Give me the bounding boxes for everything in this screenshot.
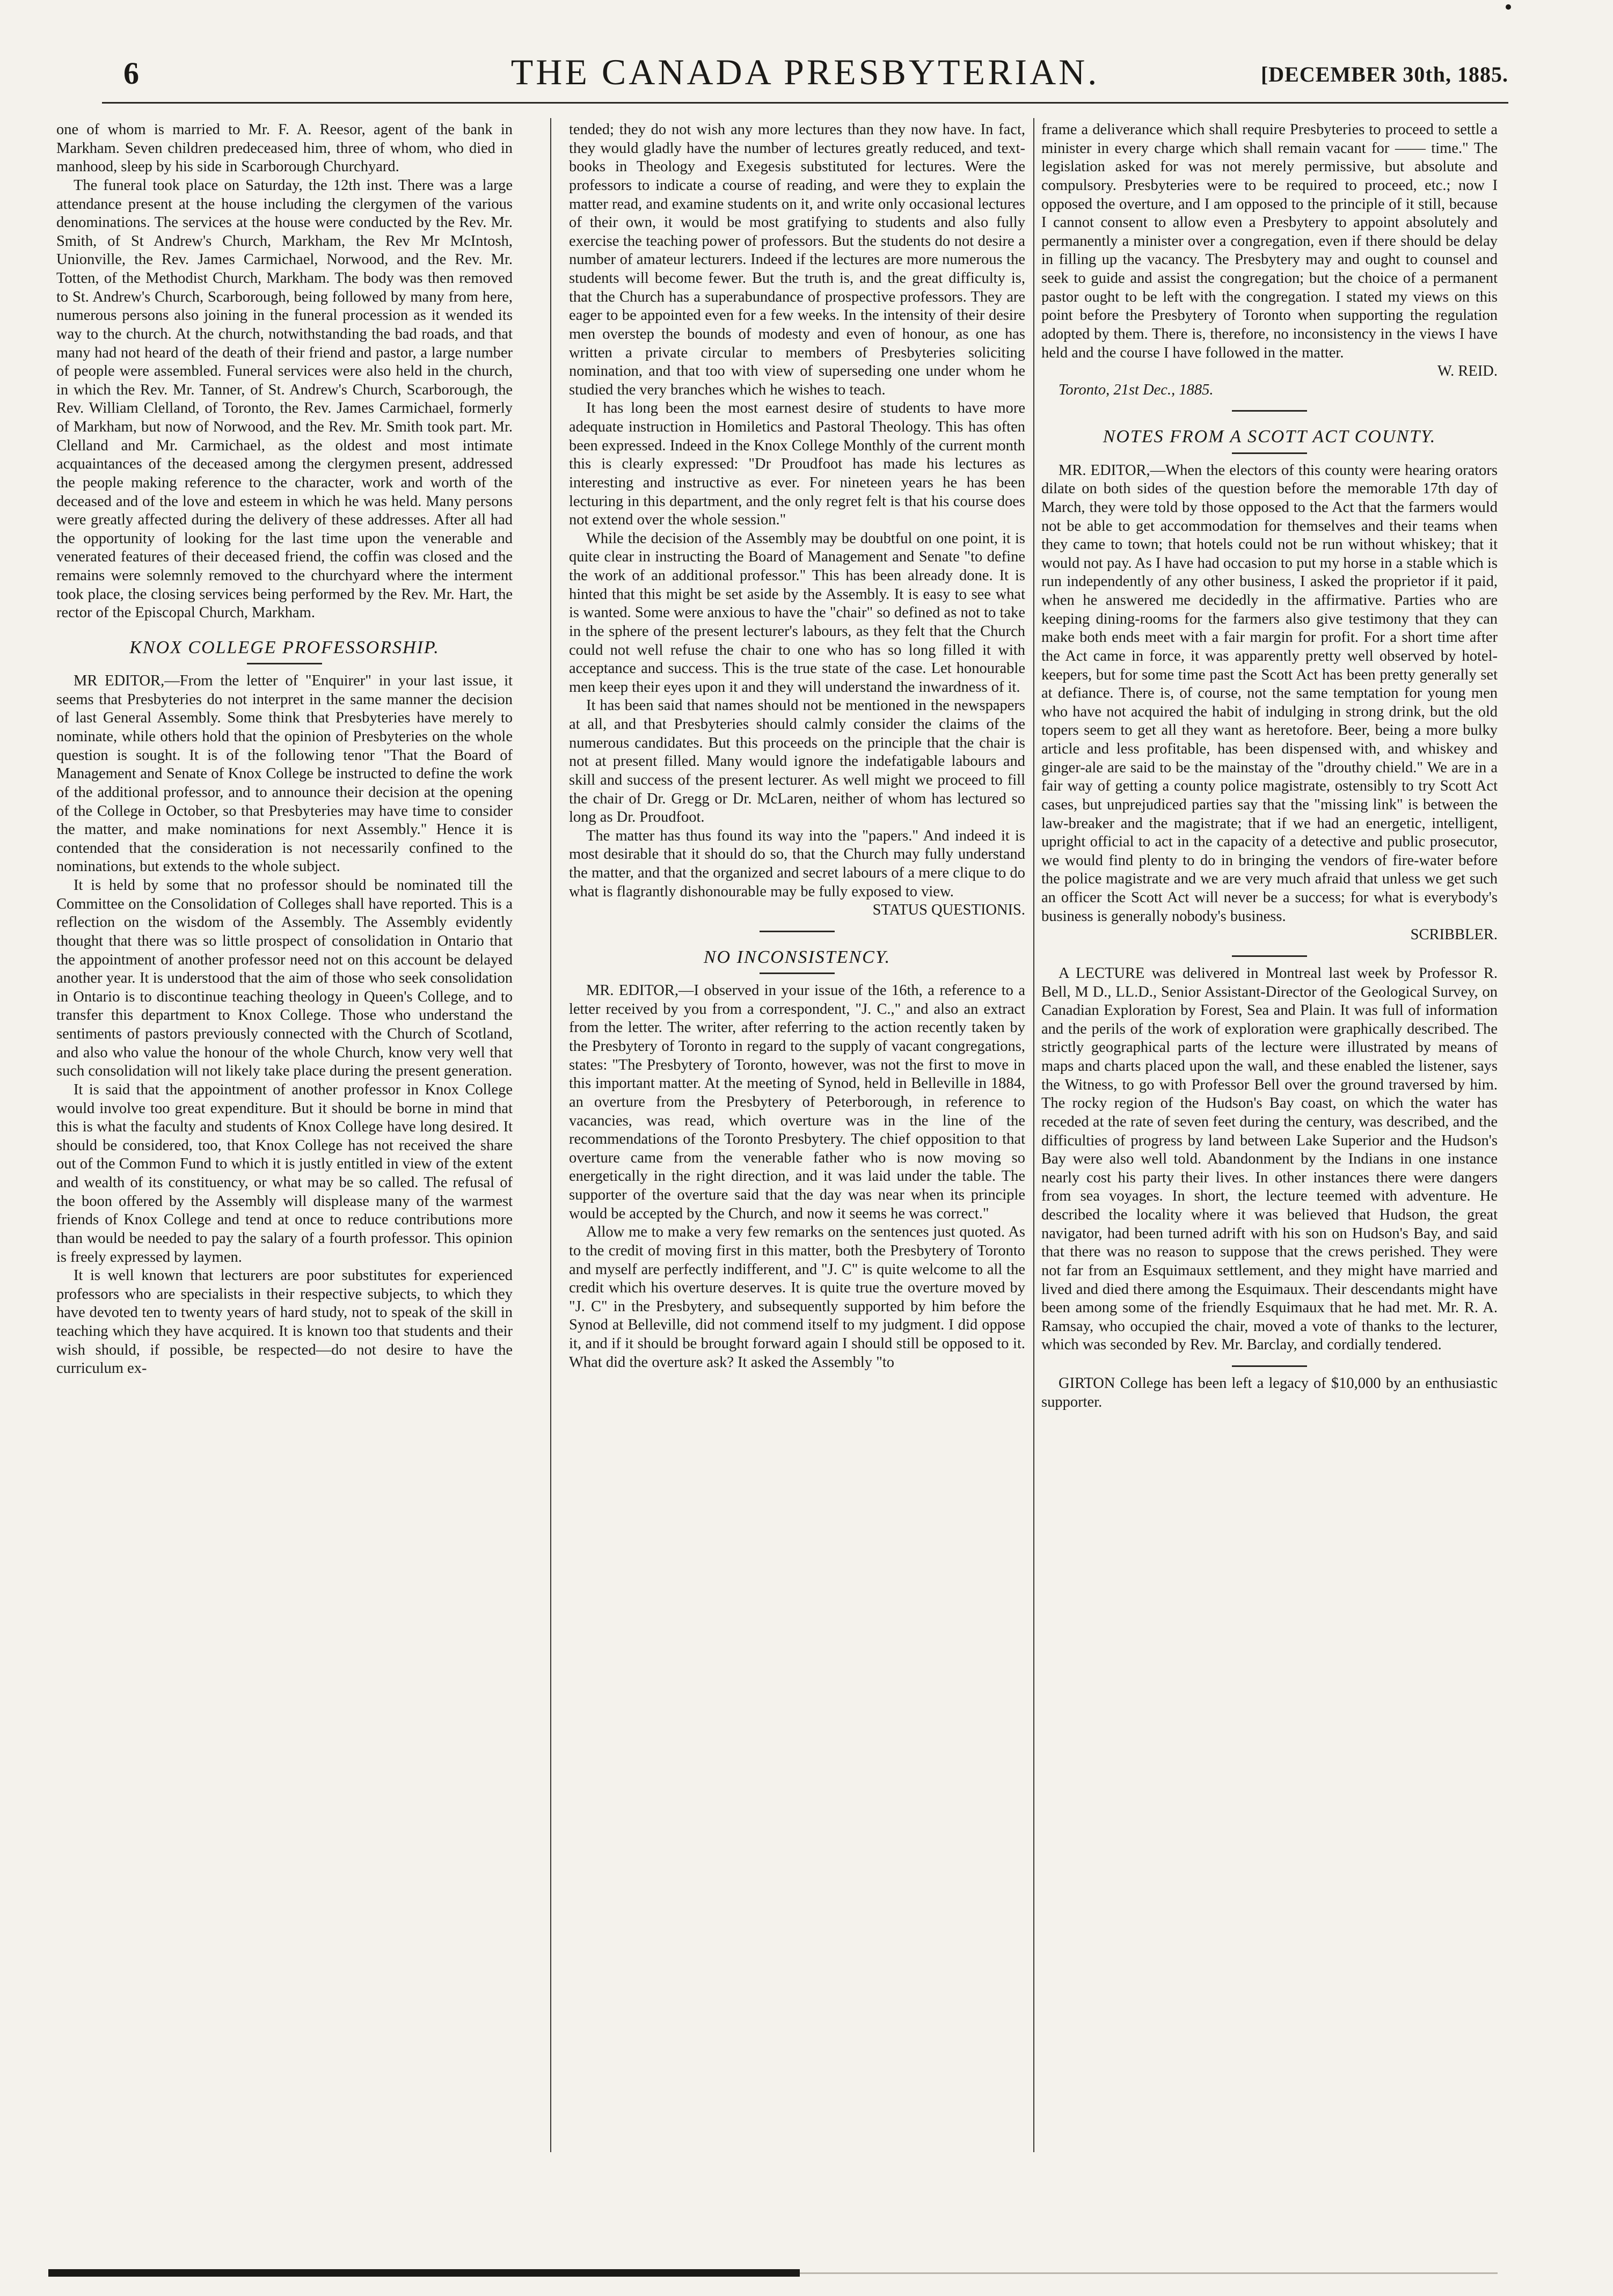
column-divider-2 [1033, 118, 1034, 2152]
inconsistency-paragraph-1: MR. EDITOR,—I observed in your issue of the 16th, a reference to a letter received by you from a correspondent, "J. C.," and also an extract from the letter. The writer, after referring to the action recently taken by the Presbytery of Toronto in regard to the supply of vacant congregations, states: "The Presbytery of Toronto, however, was not the first to move in this important matter. At the meeting of Synod, held in Belleville in 1884, an overture from the Presbytery of Peterborough, in reference to vacancies, was read, which overture was in the line of the recommendations of the Toronto Presbytery. The chief opposition to that overture came from the venerable father who is now moving so energetically in the right direction, and it was laid under the table. The supporter of the overture said that the day was near when its principle would be accepted by the Church, and now it seems he was correct." [569, 982, 1025, 1222]
knox-paragraph-7: While the decision of the Assembly may be doubtful on one point, it is quite clear in instructing the Board of Management and Senate "to define the work of an additional professor." This has been already done. It is hinted that this might be set aside by the Assembly. It is easy to see what is wanted. Some were anxious to have the "chair" so defined as not to take in the sphere of the present lecturer's labours, as they felt that the Church could not well refuse the chair to one who has so long filled it with acceptance and success. This is the true state of the case. Let honourable men keep their eyes upon it and they will understand the inwardness of it. [569, 530, 1025, 696]
newspaper-title: THE CANADA PRESBYTERIAN. [510, 52, 1100, 92]
signature-status-questionis: STATUS QUESTIONIS. [872, 902, 1025, 919]
funeral-paragraph: The funeral took place on Saturday, the 12th inst. There was a large attendance present at the house including the clergymen of the various denominations. The services at the house were conducted by the Rev. Mr. Smith, of St Andrew's Church, Markham, the Rev Mr McIntosh, Unionville, the Rev. James Carmichael, Norwood, and the Rev. Mr. Totten, of the Methodist Church, Markham. The body was then removed to St. Andrew's Church, Scarborough, being followed by many from here, numerous persons also joining in the funeral procession as it wended its way to the church. At the church, notwithstanding the bad roads, and that many had not heard of the death of their friend and pastor, a large number of people were assembled. Funeral services were also held in the church, in which the Rev. Mr. Tanner, of St. Andrew's Church, Scarborough, the Rev. William Clelland, of Toronto, the Rev. James Carmichael, formerly of Markham, but now of Norwood, and the Rev. Mr. Smith took part. Mr. Clelland and Mr. Carmichael, as the oldest and most intimate acquaintances of the deceased among the clergymen present, addressed the people making reference to the character, work and worth of the deceased and of the love and esteem in which he was held. Many persons were greatly affected during the delivery of these addresses. After all had the opportunity of looking for the last time upon the venerable and venerated features of their deceased friend, the coffin was closed and the remains were solemnly removed to the churchyard where the interment took place, the closing services being performed by the Rev. Mr. Hart, the rector of the Episcopal Church, Markham. [56, 177, 513, 621]
knox-paragraph-6: It has long been the most earnest desire of students to have more adequate instruction in Homiletics and Pastoral Theology. This has often been expressed. Indeed in the Knox College Monthly of the current month this is clearly expressed: "Dr Proudfoot has made his lectures as interesting and instructive as ever. For nineteen years he has been lecturing in this department, and the only regret felt is that his course does not extend over the whole session." [569, 400, 1025, 529]
bottom-border-faint [800, 2272, 1498, 2274]
column-1 [56, 121, 513, 2149]
girton-paragraph: GIRTON College has been left a legacy of $10,000 by an enthusiastic supporter. [1041, 1375, 1498, 1410]
ink-spot [1506, 4, 1511, 10]
column-3 [1041, 121, 1498, 2149]
section-rule [1232, 955, 1307, 957]
knox-paragraph-2: It is held by some that no professor should be nominated till the Committee on the Consolidation of Colleges shall have reported. This is a reflection on the wisdom of the Assembly. The Assembly evidently thought that there was so little prospect of consolidation in Ontario that the appointment of another professor need not on this account be delayed another year. It is understood that the aim of those who seek consolidation in Ontario is to discontinue teaching theology in Queen's College, and to transfer this department to Knox College. Those who understand the sentiments of pastors previously connected with the Church of Scotland, and also who value the honour of the whole Church, know very well that such consolidation will not likely take place during the present generation. [56, 877, 513, 1080]
signature-scribbler: SCRIBBLER. [1410, 926, 1498, 944]
section-rule [1232, 1365, 1307, 1367]
bottom-border [48, 2269, 800, 2277]
page-number: 6 [123, 56, 139, 91]
inconsistency-paragraph-2: Allow me to make a very few remarks on the sentences just quoted. As to the credit of moving first in this matter, both the Presbytery of Toronto and myself are perfectly indifferent, and "J. C" is quite welcome to all the credit which his overture deserves. It is quite true the overture moved by "J. C" in the Presbytery, and subsequently supported by him before the Synod at Belleville, did not commend itself to my judgment. I did oppose it, and if it should be brought forward again I should still be opposed to it. What did the overture ask? It asked the Assembly "to [569, 1224, 1025, 1371]
heading-scott-act: NOTES FROM A SCOTT ACT COUNTY. [1103, 427, 1436, 447]
heading-rule [760, 972, 835, 974]
signature-w-reid: W. REID. [1437, 363, 1498, 380]
heading-rule [247, 663, 322, 664]
lecture-paragraph: A LECTURE was delivered in Montreal last week by Professor R. Bell, M D., LL.D., Senior Assistant-Director of the Geological Survey, on Canadian Exploration by Forest, Sea and Plain. It was full of information and the perils of the work of exploration were graphically described. The strictly geographical parts of the lecture were illustrated by means of maps and charts placed upon the wall, and these enabled the listener, says the Witness, to go with Professor Bell over the ground traversed by him. The rocky region of the Hudson's Bay coast, on which the water has receded at the rate of seven feet during the century, was described, and the difficulties of progress by land between Lake Superior and the Hudson's Bay were also well told. Abandonment by the Indians in one instance nearly cost his party their lives. In other instances there were dangers from sea voyages. In short, the lecture teemed with adventure. He described the locality where it was believed that Hudson, the great navigator, had been turned adrift with his son on Hudson's Bay, and said that there was no reason to suppose that the crews perished. They were not far from an Esquimaux settlement, and they might have married and lived and died there among the Esquimaux. Their descendants might have been among some of the friendly Esquimaux that he had met. Mr. R. A. Ramsay, who occupied the chair, moved a vote of thanks to the lecturer, which was seconded by Rev. Mr. Barclay, and cordially tendered. [1041, 964, 1498, 1354]
issue-date: [DECEMBER 30th, 1885. [1260, 62, 1508, 86]
heading-rule [1232, 452, 1307, 454]
knox-paragraph-5: tended; they do not wish any more lectures than they now have. In fact, they would gladly have the number of lectures greatly reduced, and text-books in Theology and Exegesis substituted for lectures. Were the professors to indicate a course of reading, and were they to explain the matter read, and examine students on it, and write only occasional lectures of their own, it would be most gratifying to students and also fully exercise the teaching power of professors. But the students do not desire a number of amateur lecturers. Indeed if the lectures are more numerous the students will become fewer. But the truth is, and the great difficulty is, that the Church has a superabundance of prospective professors. They are eager to be appointed even for a few weeks. In the intensity of their desire men overstep the bounds of modesty and even of honour, as one has written a private circular to members of Presbyteries soliciting nomination, and that too with view of superseding one under whom he studied the very branches which he wishes to teach. [569, 121, 1025, 398]
inconsistency-paragraph-3: frame a deliverance which shall require Presbyteries to proceed to settle a minister in every charge which shall remain vacant for —— time." The legislation asked for was not merely permissive, but absolute and compulsory. Presbyteries were to be required to proceed, etc.; now I opposed the overture, and I am opposed to the principle of it still, because I cannot consent to allow even a Presbytery to appoint absolutely and permanently a minister over a congregation, even if there should be delay in filling up the vacancy. The Presbytery may and ought to counsel and seek to guide and assist the congregation; but the choice of a permanent pastor ought to be left with the congregation. I stated my views on this point before the Presbytery of Toronto when supporting the regulation adopted by them. There is, therefore, no inconsistency in the views I have held and the course I have followed in the matter. [1041, 121, 1498, 361]
masthead [102, 51, 1508, 99]
column-divider-1 [550, 118, 551, 2152]
heading-no-inconsistency: NO INCONSISTENCY. [703, 947, 891, 967]
knox-paragraph-3: It is said that the appointment of another professor in Knox College would involve too great expenditure. But it should be borne in mind that this is what the faculty and students of Knox College have long desired. It should be considered, too, that Knox College has not received the share out of the Common Fund to which it is justly entitled in view of the extent and wealth of its constituency, or what may be so called. The refusal of the boon offered by the Assembly will displease many of the warmest friends of Knox College and tend at once to reduce contributions more than would be needed to pay the salary of a fourth professor. This opinion is freely expressed by laymen. [56, 1081, 513, 1266]
knox-paragraph-9: The matter has thus found its way into the "papers." And indeed it is most desirable that it should do so, that the Church may fully understand the matter, and that the organized and secret labours of a mere clique to do what is flagrantly dishonourable may be fully exposed to view. [569, 827, 1025, 900]
dateline: Toronto, 21st Dec., 1885. [1059, 381, 1214, 398]
column-2 [569, 121, 1025, 2149]
knox-paragraph-8: It has been said that names should not be mentioned in the newspapers at all, and that Presbyteries should calmly consider the claims of the numerous candidates. But this proceeds on the principle that the chair is not at present filled. Many would ignore the indefatigable labours and skill and success of the present lecturer. As well might we proceed to fill the chair of Dr. Gregg or Dr. McLaren, neither of whom has lectured so long as Dr. Proudfoot. [569, 697, 1025, 826]
obituary-continuation: one of whom is married to Mr. F. A. Reesor, agent of the bank in Markham. Seven children predeceased him, three of whom, who died in manhood, sleep by his side in Scarborough Churchyard. [56, 121, 513, 176]
scott-act-paragraph: MR. EDITOR,—When the electors of this county were hearing orators dilate on both sides of the question before the memorable 17th day of March, they were told by those opposed to the Act that the farmers would not be able to get accommodation for themselves and their teams when they came to town; that hotels could not be run without whiskey; that it would not pay. As I have had occasion to put my horse in a stable which is run independently of any other business, I asked the proprietor if it paid, when he answered me decidedly in the affirmative. Parties who are keeping dining-rooms for the farmers also give testimony that they can make both ends meet with a fair margin for profit. For a short time after the Act came in force, it was apparently pretty well observed by hotel-keepers, but for some time past the Scott Act has been pretty generally set at defiance. There is, of course, not the same temptation for young men who have not acquired the habit of indulging in strong drink, but the old topers seem to get all they want as heretofore. Beer, being a more bulky article and less profitable, has been dispensed with, and whiskey and ginger-ale are said to be the mainstay of the "drouthy chield." We are in a fair way of getting a county police magistrate, ostensibly to try Scott Act cases, but unprejudiced parties say that the "missing link" is between the law-breaker and the magistrate; that if we had an energetic, intelligent, upright official to act in the capacity of a detective and public prosecutor, we would find plenty to do in bringing the vendors of fire-water before the police magistrate and we are very much afraid that unless we get such an officer the Scott Act will never be a success; for what is everybody's business is generally nobody's business. [1041, 462, 1498, 925]
heading-knox-college: KNOX COLLEGE PROFESSORSHIP. [129, 637, 440, 657]
section-rule [1232, 410, 1307, 412]
knox-paragraph-1: MR EDITOR,—From the letter of "Enquirer" in your last issue, it seems that Presbyteries do not interpret in the same manner the decision of last General Assembly. Some think that Presbyteries have merely to nominate, while others hold that the opinion of Presbyteries on the whole question is sought. It is of the following tenor "That the Board of Management and Senate of Knox College be instructed to define the work of the additional professor, and to announce their decision at the opening of the College in October, so that Presbyteries may have time to consider the matter, and make nominations for next Assembly." Hence it is contended that the consideration is not necessarily confined to the nominations, but extends to the whole subject. [56, 672, 513, 875]
masthead-rule [102, 102, 1508, 104]
knox-paragraph-4: It is well known that lecturers are poor substitutes for experienced professors who are specialists in their respective subjects, to which they have devoted ten to twenty years of hard study, not to speak of the skill in teaching which they have acquired. It is known too that students and their wish should, if possible, be respected—do not desire to have the curriculum ex- [56, 1267, 513, 1377]
section-rule [760, 931, 835, 932]
